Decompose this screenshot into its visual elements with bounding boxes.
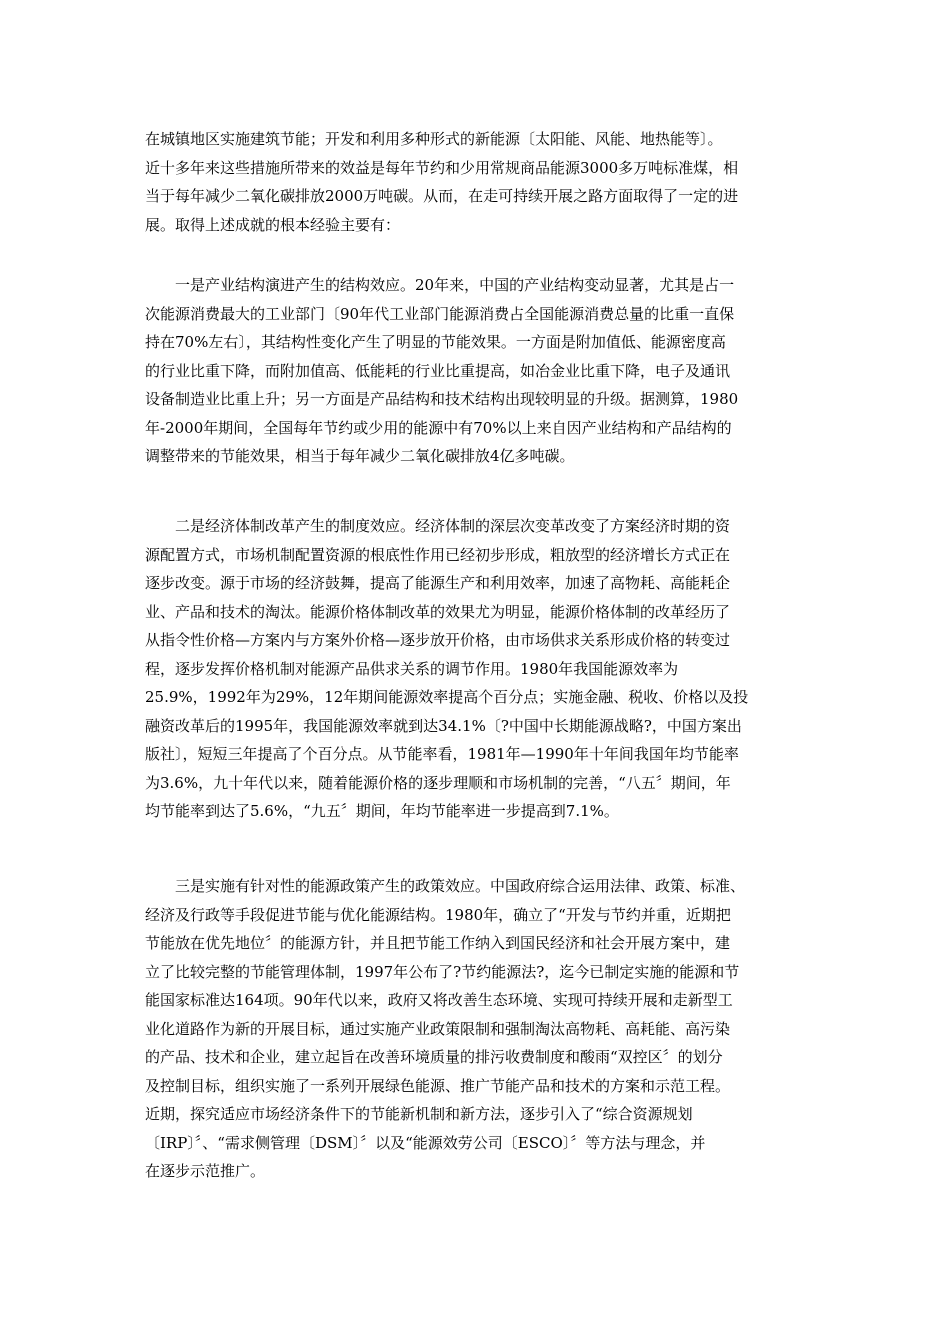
text-line: 次能源消费最大的工业部门〔90年代工业部门能源消费占全国能源消费总量的比重一直保: [145, 304, 735, 323]
paragraph-2: [145, 271, 810, 471]
paragraph-3: [145, 512, 810, 826]
text-line: 逐步改变。源于市场的经济鼓舞，提高了能源生产和利用效率，加速了高物耗、高能耗企: [145, 574, 731, 592]
text-line: 当于每年减少二氧化碳排放2000万吨碳。从而，在走可持续开展之路方面取得了一定的进: [145, 187, 739, 205]
text-line: 在城镇地区实施建筑节能；开发和利用多种形式的新能源〔太阳能、风能、地热能等〕。: [145, 130, 723, 148]
text-line: 25.9%，1992年为29%，12年期间能源效率提高个百分点；实施金融、税收、价格以及投: [145, 688, 749, 706]
text-line: 〔IRP〕〞、“需求侧管理〔DSM〕〞以及“能源效劳公司〔ESCO〕〞等方法与理念，并: [145, 1133, 706, 1152]
text-line: 调整带来的节能效果，相当于每年减少二氧化碳排放4亿多吨碳。: [145, 447, 575, 465]
text-line: 从指令性价格—方案内与方案外价格—逐步放开价格，由市场供求关系形成价格的转变过: [145, 631, 731, 649]
text-line: 近期，探究适应市场经济条件下的节能新机制和新方法，逐步引入了“综合资源规划: [145, 1105, 693, 1123]
text-line: 年-2000年期间，全国每年节约或少用的能源中有70%以上来自因产业结构和产品结构的: [145, 418, 732, 437]
text-line: 版社〕，短短三年提高了个百分点。从节能率看，1981年—1990年十年间我国年均节能率: [145, 745, 739, 763]
text-line: 在逐步示范推广。: [145, 1162, 266, 1180]
text-line: 业、产品和技术的淘汰。能源价格体制改革的效果尤为明显，能源价格体制的改革经历了: [145, 602, 731, 621]
text-line: 展。取得上述成就的根本经验主要有：: [145, 215, 401, 234]
text-line: 节能放在优先地位〞的能源方针，并且把节能工作纳入到国民经济和社会开展方案中，建: [145, 934, 731, 952]
text-line: 能国家标准达164项。90年代以来，政府又将改善生态环境、实现可持续开展和走新型工: [145, 991, 733, 1009]
paragraph-1: [145, 125, 810, 239]
text-line: 经济及行政等手段促进节能与优化能源结构。1980年，确立了“开发与节约并重，近期把: [145, 905, 731, 924]
text-line: 业化道路作为新的开展目标，通过实施产业政策限制和强制淘汰高物耗、高耗能、高污染: [145, 1019, 731, 1038]
text-line: 及控制目标，组织实施了一系列开展绿色能源、推广节能产品和技术的方案和示范工程。: [145, 1076, 731, 1095]
text-line: 源配置方式，市场机制配置资源的根底性作用已经初步形成，粗放型的经济增长方式正在: [145, 545, 731, 564]
text-line: 二是经济体制改革产生的制度效应。经济体制的深层次变革改变了方案经济时期的资: [175, 517, 731, 535]
text-line: 设备制造业比重上升；另一方面是产品结构和技术结构出现较明显的升级。据测算，1980: [145, 390, 739, 408]
text-line: 为3.6%，九十年代以来，随着能源价格的逐步理顺和市场机制的完善，“八五〞期间，年: [145, 773, 731, 792]
text-line: 融资改革后的1995年，我国能源效率就到达34.1%〔?中国中长期能源战略?，中国方案出: [145, 716, 742, 735]
text-line: 持在70%左右〕，其结构性变化产生了明显的节能效果。一方面是附加值低、能源密度高: [145, 333, 726, 351]
text-line: 一是产业结构演进产生的结构效应。20年来，中国的产业结构变动显著，尤其是占一: [175, 276, 735, 294]
text-line: 程，逐步发挥价格机制对能源产品供求关系的调节作用。1980年我国能源效率为: [145, 659, 679, 678]
text-line: 的产品、技术和企业，建立起旨在改善环境质量的排污收费制度和酸雨“双控区〞的划分: [145, 1048, 723, 1066]
text-line: 的行业比重下降，而附加值高、低能耗的行业比重提高，如冶金业比重下降，电子及通讯: [145, 361, 731, 380]
paragraph-4: [145, 872, 810, 1186]
text-line: 三是实施有针对性的能源政策产生的政策效应。中国政府综合运用法律、政策、标准、: [175, 877, 746, 895]
text-line: 近十多年来这些措施所带来的效益是每年节约和少用常规商品能源3000多万吨标准煤，相: [145, 158, 739, 177]
text-line: 均节能率到达了5.6%，“九五〞期间，年均节能率进一步提高到7.1%。: [145, 802, 619, 820]
text-line: 立了比较完整的节能管理体制，1997年公布了?节约能源法?，迄今已制定实施的能源和节: [145, 962, 740, 981]
